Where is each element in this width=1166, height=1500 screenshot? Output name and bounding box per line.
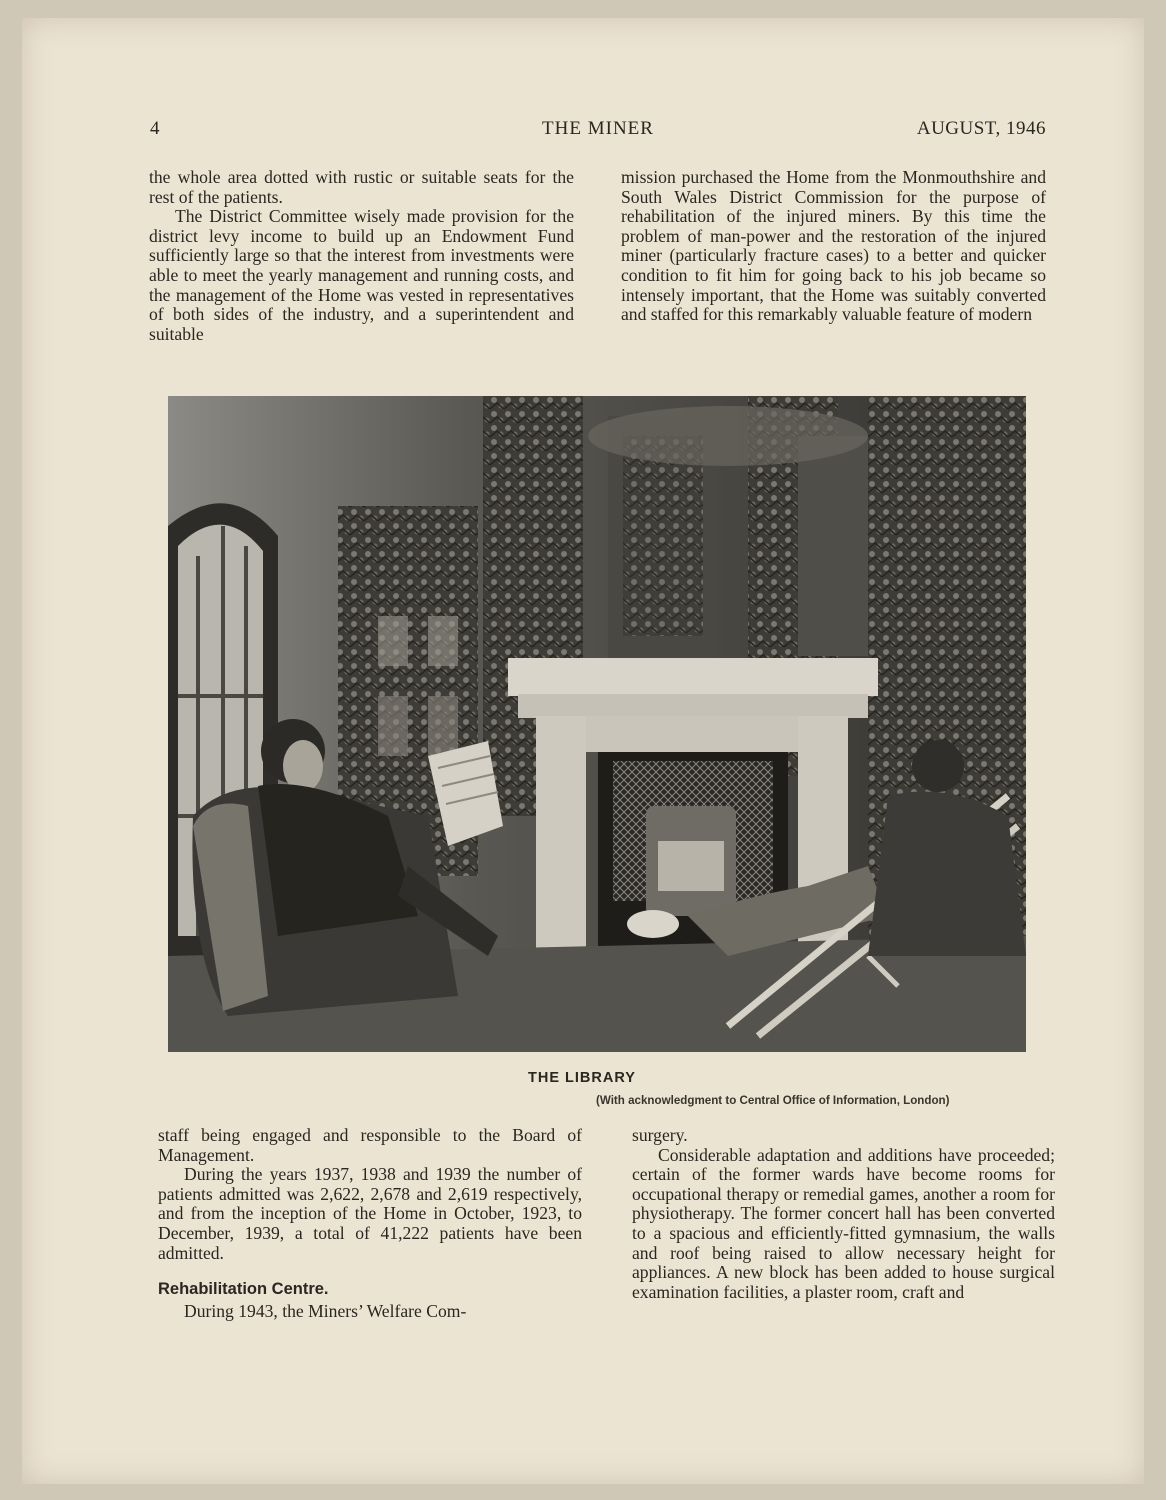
page-number: 4 bbox=[150, 118, 160, 139]
paragraph: staff being engaged and responsible to the Board of Management. bbox=[158, 1125, 582, 1165]
paragraph: mission purchased the Home from the Monmouthshire and South Wales District Commission for the purpose of rehabilitation of the injured miners. By this time the problem of man-power and the restoration of the injured miner (particularly fracture cases) to a better and quicker condition to fit him for going back to his job became so intensely important, that the Home was suitably converted and staffed for this remarkably valuable feature of modern bbox=[621, 167, 1046, 325]
paragraph: the whole area dotted with rustic or suitable seats for the rest of the patients. bbox=[149, 167, 574, 207]
magazine-page bbox=[22, 18, 1144, 1484]
paragraph: surgery. bbox=[632, 1125, 688, 1145]
column-top-right bbox=[621, 168, 1046, 325]
section-heading: Rehabilitation Centre. bbox=[158, 1280, 329, 1299]
library-photograph bbox=[168, 396, 1026, 1052]
column-bottom-right bbox=[632, 1126, 1055, 1302]
issue-date: AUGUST, 1946 bbox=[916, 118, 1046, 139]
paragraph: During 1943, the Miners’ Welfare Com- bbox=[184, 1300, 467, 1321]
paragraph: Considerable adaptation and additions have proceeded; certain of the former wards have become rooms for occupational therapy or remedial games, another a room for physiotherapy. The former concert hall has been converted to a spacious and efficiently-fitted gymnasium, the walls and roof being raised to allow necessary height for appliances. A new block has been added to house surgical examination facilities, a plaster room, craft and bbox=[632, 1144, 1055, 1302]
paragraph: The District Committee wisely made provision for the district levy income to build up an Endowment Fund sufficiently large so that the interest from investments were able to meet the yearly management and running costs, and the management of the Home was vested in representatives of both sides of the industry, and a superintendent and suitable bbox=[149, 206, 574, 344]
caption-title: THE LIBRARY bbox=[528, 1070, 636, 1086]
photo-credit: (With acknowledgment to Central Office of Information, London) bbox=[596, 1094, 950, 1107]
publication-title: THE MINER bbox=[542, 118, 654, 139]
paragraph: During the years 1937, 1938 and 1939 the number of patients admitted was 2,622, 2,678 and 2,619 respectively, and from the inception of the Home in October, 1923, to December, 1939, a total of 41,222 patients have been admitted. bbox=[158, 1164, 582, 1263]
column-top-left bbox=[149, 168, 574, 344]
column-bottom-left bbox=[158, 1126, 582, 1321]
library-photo-illustration bbox=[168, 396, 1026, 1052]
page-header bbox=[150, 118, 1046, 148]
